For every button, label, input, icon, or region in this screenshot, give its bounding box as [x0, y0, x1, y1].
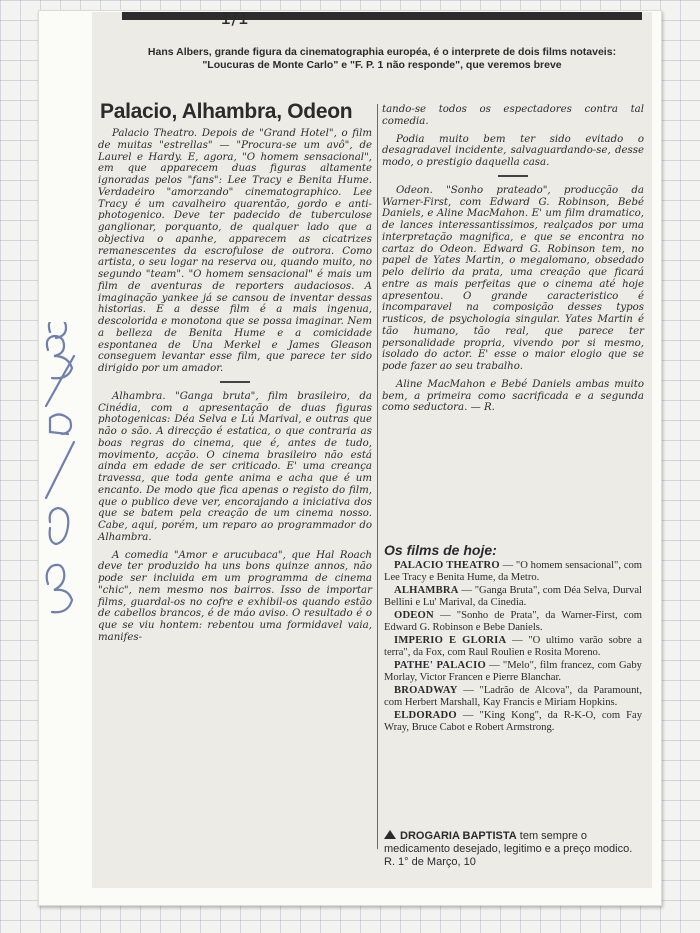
film-details: — "Ladrão de Alcova", da Paramount, com Herbert Marshall, Kay Francis e Miriam Hopkins.: [384, 685, 642, 708]
section-divider: [498, 175, 528, 177]
paragraph-palacio: Palacio Theatro. Depois de "Grand Hotel", o film de muitas "estrellas" — "Procura-se um avô", de Laurel e Hardy. E, agora, "O homem sensacional", em que apparecem duas figuras altamente ignoradas pelos "fans": Lee Tracy e Benita Hume. Verdadeiro "amorzando" cinematographico. Lee Tracy é um cavalheiro quarentão, gordo e anti-photogenico. Deve ter padecido de tuberculose ganglionar, porquanto, de qualquer lado que a objectiva o apanhe, apparecem as cicatrizes remanescentes da escrofulose de outrora. Como artista, o seu logar na reserva ou, quando muito, no segundo "team". "O homem sensacional" é mais um film de aventuras de reporters audaciosos. A imaginação yankee já se cansou de inventar dessas historias. E a desse film é a mais ingenua, descolorida e monotona que se possa imaginar. Nem a belleza de Benita Hume e a comicidade espontanea de Una Merkel e James Gleason conseguem levantar esse film, que parece ter sido dirigido por um amador.: [98, 128, 372, 374]
film-listing: [384, 660, 642, 684]
cinema-name: PALACIO THEATRO: [394, 560, 500, 571]
film-listing: [384, 685, 642, 709]
film-details: — "O homem sensacional", com Lee Tracy e Benita Hume, da Metro.: [384, 560, 642, 583]
cinema-name: ALHAMBRA: [394, 585, 459, 596]
film-details: — "Melo", film francez, com Gaby Morlay, Victor Francen e Pierre Blanchar.: [384, 660, 642, 683]
film-details: — "O ultimo varão sobre a terra", da Fox, com Raul Roulien e Rosita Moreno.: [384, 635, 642, 658]
drogaria-advertisement: [384, 830, 642, 869]
column-left: [98, 128, 372, 650]
paragraph-alhambra: Alhambra. "Ganga bruta", film brasileiro, da Cinédia, com a apresentação de duas figuras photogenicas: Déa Selva e Lú Marival, e outras que não o são. A direcção é estatica, o que contraria as boas regras do cinema, que é, antes de tudo, movimento, acção. O cinema brasileiro não está ainda em edade de ser criticado. E' uma creança travessa, que toda gente anima e acha que é um encanto. De modo que fica apenas o registo do film, que o publico deve ver, encorajando a iniciativa dos que se batem pela creação de um cinema nosso. Cabe, aqui, porém, um reparo ao programmador do Alhambra.: [98, 390, 372, 543]
top-border-bar: [122, 12, 642, 20]
pencil-date-annotation: [38, 322, 82, 622]
paragraph-continued: tando-se todos os espectadores contra tal comedia.: [382, 104, 644, 127]
film-listing: [384, 635, 642, 659]
films-de-hoje-list: [384, 560, 642, 735]
films-de-hoje-title: Os films de hoje:: [384, 542, 497, 558]
column-right: [382, 104, 644, 420]
film-details: — "King Kong", da R-K-O, com Fay Wray, Bruce Cabot e Robert Armstrong.: [384, 710, 642, 733]
film-listing: [384, 585, 642, 609]
film-details: — "Sonho de Prata", da Warner-First, com Edward G. Robinson e Bebe Daniels.: [384, 610, 642, 633]
film-listing: [384, 560, 642, 584]
film-listing: [384, 710, 642, 734]
ad-text: tem sempre o medicamento desejado, legitimo e a preço modico. R. 1° de Março, 10: [384, 830, 633, 868]
paragraph-incidente: Podia muito bem ter sido evitado o desagradavel incidente, salvaguardando-se, desse modo, o prestigio daquella casa.: [382, 133, 644, 168]
film-listing: [384, 610, 642, 634]
cinema-name: BROADWAY: [394, 685, 458, 696]
section-divider: [220, 381, 250, 383]
paragraph-aline: Aline MacMahon e Bebé Daniels ambas muito bem, a primeira como sacrificada e a segunda como seductora. — R.: [382, 378, 644, 414]
paragraph-comedia: A comedia "Amor e arucubaca", que Hal Roach deve ter produzido ha uns bons quinze annos, não pode ser incluida em um programma de cinema "chic", nem mesmo nos bairros. Isso de importar films, guardal-os no cofre e exhibil-os quando estão de cabellos brancos, é de máo aviso. O resultado é o que se viu hontem: rebentou uma formidavel vaia, manifes-: [98, 549, 372, 643]
triangle-icon: [384, 830, 396, 839]
column-divider: [377, 104, 378, 849]
cinema-name: IMPERIO E GLORIA: [394, 635, 507, 646]
film-details: — "Ganga Bruta", com Déa Selva, Durval Bellini e Lu' Marival, da Cinedia.: [384, 585, 642, 608]
top-handwritten-mark: 1/1: [220, 12, 249, 29]
paragraph-odeon: Odeon. "Sonho prateado", producção da Warner-First, com Edward G. Robinson, Bebé Daniels, e Aline MacMahon. E' um film dramatico, de lances interessantissimos, realçados por uma interpretação magnifica, e que se encontra no cartaz do Odeon. Edward G. Robinson tem, no papel de Yates Martin, o megalomano, obsedado pelo delirio da prata, uma creação que ficará entre as mais perfeitas que o cinema até hoje apresentou. O grande caracteristico é incomparavel na composição desses typos rusticos, de psychologia singular. Yates Martin é tão humano, tão real, que parece ter personalidade propria, vivendo por si mesmo, isolado do actor. E' esse o maior elogio que se pode fazer ao seu trabalho.: [382, 184, 644, 372]
photo-caption: Hans Albers, grande figura da cinematographia européa, é o interprete de dois films notaveis: "Loucuras de Monte Carlo" e "F. P. 1 não responde", que veremos breve: [147, 46, 617, 71]
cinema-name: ELDORADO: [394, 710, 457, 721]
article-headline: Palacio, Alhambra, Odeon: [100, 100, 353, 123]
newspaper-clipping: [92, 12, 652, 888]
ad-title: DROGARIA BAPTISTA: [400, 830, 517, 842]
cinema-name: PATHE' PALACIO: [394, 660, 486, 671]
cinema-name: ODEON: [394, 610, 434, 621]
